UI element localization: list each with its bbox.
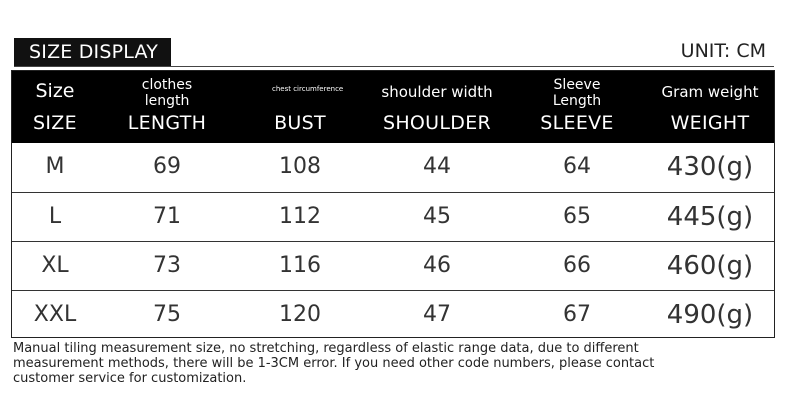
title-divider [14,66,774,67]
table-row [12,143,774,192]
header-bust [236,71,364,143]
header-bust-big: BUST [274,112,326,134]
cell-sleeve: 66 [563,253,591,278]
cell-size: XL [41,253,69,278]
table-row [12,290,774,339]
header-length [98,71,236,143]
cell-sleeve: 64 [563,154,591,179]
cell-bust: 108 [279,154,321,179]
header-sleeve [510,71,644,143]
cell-bust: 116 [279,253,321,278]
header-weight-small: Gram weight [661,83,759,101]
cell-weight: 430(g) [666,152,754,182]
header-sleeve-small: Sleeve Length [552,77,602,109]
cell-length: 69 [153,154,181,179]
cell-shoulder: 44 [423,154,451,179]
table-header [12,71,774,143]
cell-size: XXL [33,302,77,327]
cell-size: L [48,204,62,229]
size-chart-table [11,70,775,338]
table-row [12,241,774,290]
header-shoulder-small: shoulder width [381,83,493,101]
header-shoulder [364,71,510,143]
cell-shoulder: 45 [423,204,451,229]
cell-bust: 120 [279,302,321,327]
cell-sleeve: 65 [563,204,591,229]
header-weight [644,71,776,143]
cell-length: 75 [153,302,181,327]
size-display-title: SIZE DISPLAY [14,38,171,66]
table-body [12,143,774,339]
table-row [12,192,774,241]
header-length-small: clothes length [141,77,193,109]
cell-length: 71 [153,204,181,229]
cell-weight: 445(g) [666,202,754,232]
header-weight-big: WEIGHT [670,112,750,134]
cell-size: M [45,154,65,179]
header-bust-small: chest circumference [272,85,344,93]
header-size-big: SIZE [33,112,77,134]
cell-length: 73 [153,253,181,278]
header-sleeve-big: SLEEVE [540,112,614,134]
header-shoulder-big: SHOULDER [382,112,492,134]
header-length-big: LENGTH [127,112,207,134]
cell-shoulder: 46 [423,253,451,278]
unit-label: UNIT: CM [680,40,766,62]
header-size [12,71,98,143]
cell-shoulder: 47 [423,302,451,327]
header-size-small: Size [35,80,75,102]
cell-sleeve: 67 [563,302,591,327]
cell-weight: 490(g) [666,300,754,330]
measurement-note: Manual tiling measurement size, no stretching, regardless of elastic range data, due to different measurement methods, there will be 1-3CM error. If you need other code numbers, please contact customer service for customization. [13,341,655,386]
cell-bust: 112 [279,204,321,229]
cell-weight: 460(g) [666,251,754,281]
